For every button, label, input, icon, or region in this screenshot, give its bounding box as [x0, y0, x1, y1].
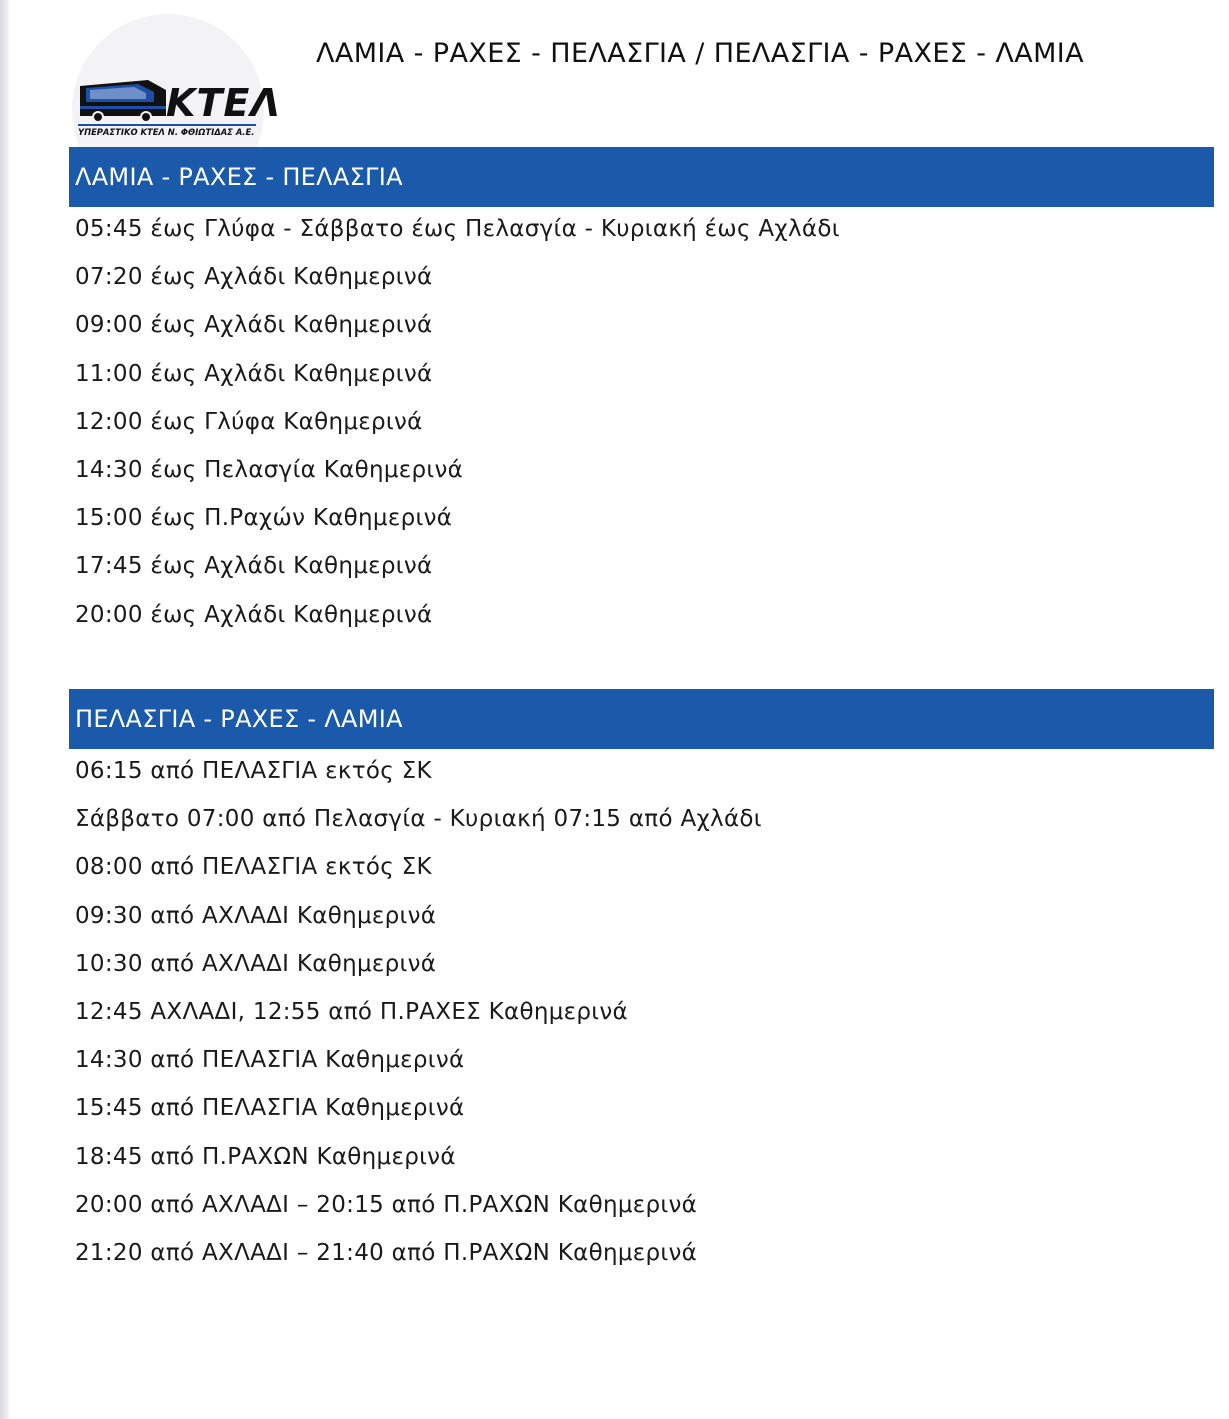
section-header-return: ΠΕΛΑΣΓΙΑ - ΡΑΧΕΣ - ΛΑΜΙΑ — [69, 689, 1214, 749]
list-item: 17:45 έως Αχλάδι Καθημερινά — [75, 553, 433, 580]
list-item: 11:00 έως Αχλάδι Καθημερινά — [75, 360, 433, 387]
list-item: 09:30 από ΑΧΛΑΔΙ Καθημερινά — [75, 902, 437, 929]
list-item: 12:45 ΑΧΛΑΔΙ, 12:55 από Π.ΡΑΧΕΣ Καθημερινά — [75, 998, 628, 1025]
logo-brand-text: ΚΤΕΛ — [166, 81, 281, 125]
list-item: 14:30 έως Πελασγία Καθημερινά — [75, 456, 464, 483]
list-item: 20:00 από ΑΧΛΑΔΙ – 20:15 από Π.ΡΑΧΩΝ Καθημερινά — [75, 1191, 698, 1218]
list-item: 07:20 έως Αχλάδι Καθημερινά — [75, 264, 433, 291]
list-item: 15:45 από ΠΕΛΑΣΓΙΑ Καθημερινά — [75, 1095, 465, 1122]
return-departures-list — [75, 756, 762, 1286]
list-item: 15:00 έως Π.Ραχών Καθημερινά — [75, 505, 453, 532]
list-item: 20:00 έως Αχλάδι Καθημερινά — [75, 601, 433, 628]
outbound-departures-list — [75, 214, 840, 648]
list-item: 09:00 έως Αχλάδι Καθημερινά — [75, 312, 433, 339]
list-item: 10:30 από ΑΧΛΑΔΙ Καθημερινά — [75, 950, 437, 977]
logo-subtitle: ΥΠΕΡΑΣΤΙΚΟ ΚΤΕΛ Ν. ΦΘΙΩΤΙΔΑΣ Α.Ε. — [78, 124, 256, 137]
list-item: 08:00 από ΠΕΛΑΣΓΙΑ εκτός ΣΚ — [75, 854, 432, 881]
list-item: 18:45 από Π.ΡΑΧΩΝ Καθημερινά — [75, 1143, 456, 1170]
page-title: ΛΑΜΙΑ - ΡΑΧΕΣ - ΠΕΛΑΣΓΙΑ / ΠΕΛΑΣΓΙΑ - ΡΑΧΕΣ - ΛΑΜΙΑ — [316, 38, 1085, 69]
list-item: 12:00 έως Γλύφα Καθημερινά — [75, 408, 423, 435]
section-header-outbound: ΛΑΜΙΑ - ΡΑΧΕΣ - ΠΕΛΑΣΓΙΑ — [69, 147, 1214, 207]
list-item: 06:15 από ΠΕΛΑΣΓΙΑ εκτός ΣΚ — [75, 758, 432, 784]
list-item: 21:20 από ΑΧΛΑΔΙ – 21:40 από Π.ΡΑΧΩΝ Καθημερινά — [75, 1239, 698, 1266]
list-item: 05:45 έως Γλύφα - Σάββατο έως Πελασγία - Κυριακή έως Αχλάδι — [75, 216, 840, 242]
bus-icon — [76, 76, 168, 124]
page-edge-shadow — [0, 0, 10, 1419]
ktel-logo — [72, 14, 281, 142]
list-item: Σάββατο 07:00 από Πελασγία - Κυριακή 07:15 από Αχλάδι — [75, 806, 762, 833]
list-item: 14:30 από ΠΕΛΑΣΓΙΑ Καθημερινά — [75, 1047, 465, 1074]
